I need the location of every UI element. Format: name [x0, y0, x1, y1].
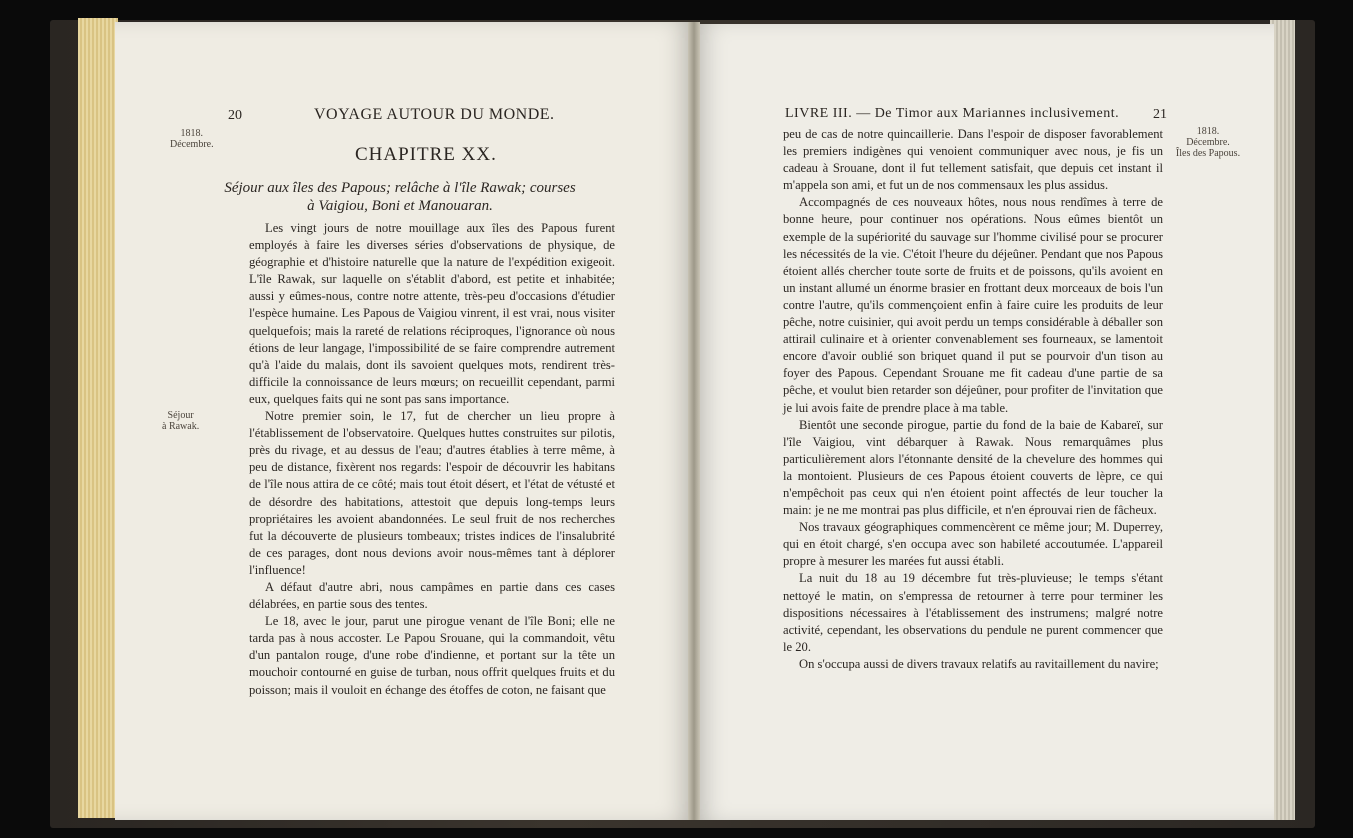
left-running-header: VOYAGE AUTOUR DU MONDE.	[314, 106, 555, 123]
chapter-subtitle-line2: à Vaigiou, Boni et Manouaran.	[307, 198, 493, 214]
right-running-header: LIVRE III. — De Timor aux Mariannes inclusivement.	[785, 106, 1120, 121]
paragraph: Les vingt jours de notre mouillage aux îles des Papous furent employés à faire les diverses séries d'observations de physique, de géographie et d'histoire naturelle que la nature de l'expédition exigeoit. L'île Rawak, sur laquelle on s'établit d'abord, est petite et inhabitée; aussi y eûmes-nous, contre notre attente, très-peu d'occasions d'étudier l'espèce humaine. Les Papous de Vaigiou vinrent, il est vrai, nous visiter quelquefois; mais la rareté de relations réciproques, l'ignorance où nous étions de leur langage, l'impossibilité de se faire comprendre autrement qu'à l'aide du malais, dont ils savoient quelques mots, rendirent très-difficile la connoissance de leurs mœurs; on recueillit cependant, parmi eux, quelques faits qui ne sont pas sans importance.	[249, 221, 615, 406]
margin-month: Décembre.	[170, 139, 214, 150]
right-page-number: 21	[1153, 107, 1167, 122]
chapter-subtitle-line1: Séjour aux îles des Papous; relâche à l'île Rawak; courses	[224, 180, 576, 196]
margin-note-line2: à Rawak.	[162, 421, 200, 432]
left-margin-note	[162, 410, 199, 432]
paragraph: peu de cas de notre quincaillerie. Dans l'espoir de disposer favorablement les premiers indigènes qui venoient communiquer avec nous, je fis un cadeau à Srouane, dont il fut tellement satisfait, que depuis cet instant il m'appela son ami, et fut un de nos commensaux les plus assidus.	[783, 127, 1163, 193]
chapter-title: CHAPITRE XX.	[355, 144, 497, 165]
right-body-text	[783, 126, 1163, 673]
margin-month: Décembre.	[1186, 137, 1230, 148]
right-margin-note	[1168, 126, 1248, 159]
margin-note-line1: Séjour	[167, 410, 194, 421]
paragraph: Accompagnés de ces nouveaux hôtes, nous nous rendîmes à terre de bonne heure, pour continuer nos opérations. Nous eûmes bientôt un exemple de la supériorité du sauvage sur l'homme civilisé pour se procurer les nécessités de la vie. C'étoit l'heure du déjeûner. Pendant que nos Papous étoient allés chercher toute sorte de fruits et de poissons, qu'ils avoient en un instant allumé un énorme brasier en frottant deux morceaux de bois l'un contre l'autre, qu'ils commençoient enfin à faire cuire les produits de leur pêche, notre cuisinier, qui avoit perdu un temps considérable à déballer son attirail culinaire et à orienter convenablement ses fourneaux, se lamentoit encore d'avoir oublié son briquet quand il put se pourvoir d'un tison au foyer des Papous. Cependant Srouane me fit cadeau d'une partie de sa pêche, et voulut bien retarder son déjeûner, pour profiter de l'invitation que je lui avois faite de prendre place à ma table.	[783, 195, 1163, 415]
margin-year: 1818.	[1196, 126, 1220, 137]
margin-year: 1818.	[180, 128, 204, 139]
paragraph: Nos travaux géographiques commencèrent ce même jour; M. Duperrey, qui en étoit chargé, s'en occupa avec son habileté accoutumée. L'appareil propre à mesurer les marées fut aussi établi.	[783, 520, 1163, 569]
left-page-number: 20	[228, 108, 242, 123]
book-gutter	[688, 22, 700, 820]
page-edges-left	[78, 18, 118, 818]
paragraph: On s'occupa aussi de divers travaux relatifs au ravitaillement du navire;	[799, 656, 1159, 671]
paragraph: Bientôt une seconde pirogue, partie du fond de la baie de Kabareï, sur l'île Vaigiou, vint débarquer à Rawak. Nous remarquâmes plus particulièrement alors l'étonnante densité de la chevelure des hommes qui la montoient. Plusieurs de ces Papous étoient couverts de lèpre, ce qui n'empêchoit pas ceux qui n'en étoient point affectés de leur toucher la main: je ne me montrai pas plus difficile, et n'en éprouvai rien de fâcheux.	[783, 417, 1163, 518]
paragraph: A défaut d'autre abri, nous campâmes en partie dans ces cases délabrées, en partie sous des tentes.	[249, 579, 615, 612]
paragraph: Notre premier soin, le 17, fut de chercher un lieu propre à l'établissement de l'observatoire. Quelques huttes construites sur pilotis, près du rivage, et au dessus de l'eau; d'autres établies à terre même, à peu de distance, fixèrent nos regards: l'espoir de découvrir les habitans de l'île nous attira de ce côté; mais tout étoit désert, et l'état de vétusté et de désordre des habitations, attestoit que depuis long-temps leurs propriétaires les avoient abandonnées. Le seul fruit de nos recherches fut la découverte de plusieurs tombeaux; tristes indices de l'insalubrité de ces parages, dont nous devions avoir nous-mêmes tant à déplorer l'influence!	[249, 409, 615, 577]
margin-note-line: Îles des Papous.	[1175, 148, 1241, 159]
left-body-text	[249, 220, 615, 699]
paragraph: Le 18, avec le jour, parut une pirogue venant de l'île Boni; elle ne tarda pas à nous accoster. Le Papou Srouane, qui la commandoit, vêtu d'un pantalon rouge, d'une robe d'indienne, et portant sur la tête un mouchoir contourné en guise de turban, nous offrit quelques fruits et du poisson; mais il vouloit en échange des étoffes de coton, ne faisant que	[249, 614, 615, 697]
paragraph: La nuit du 18 au 19 décembre fut très-pluvieuse; le temps s'étant nettoyé le matin, on s'empressa de retourner à terre pour terminer les dispositions nécessaires à l'établissement des instrumens; malgré notre activité, cependant, les observations du pendule ne purent commencer que le 20.	[783, 571, 1163, 654]
left-margin-date	[170, 128, 214, 150]
